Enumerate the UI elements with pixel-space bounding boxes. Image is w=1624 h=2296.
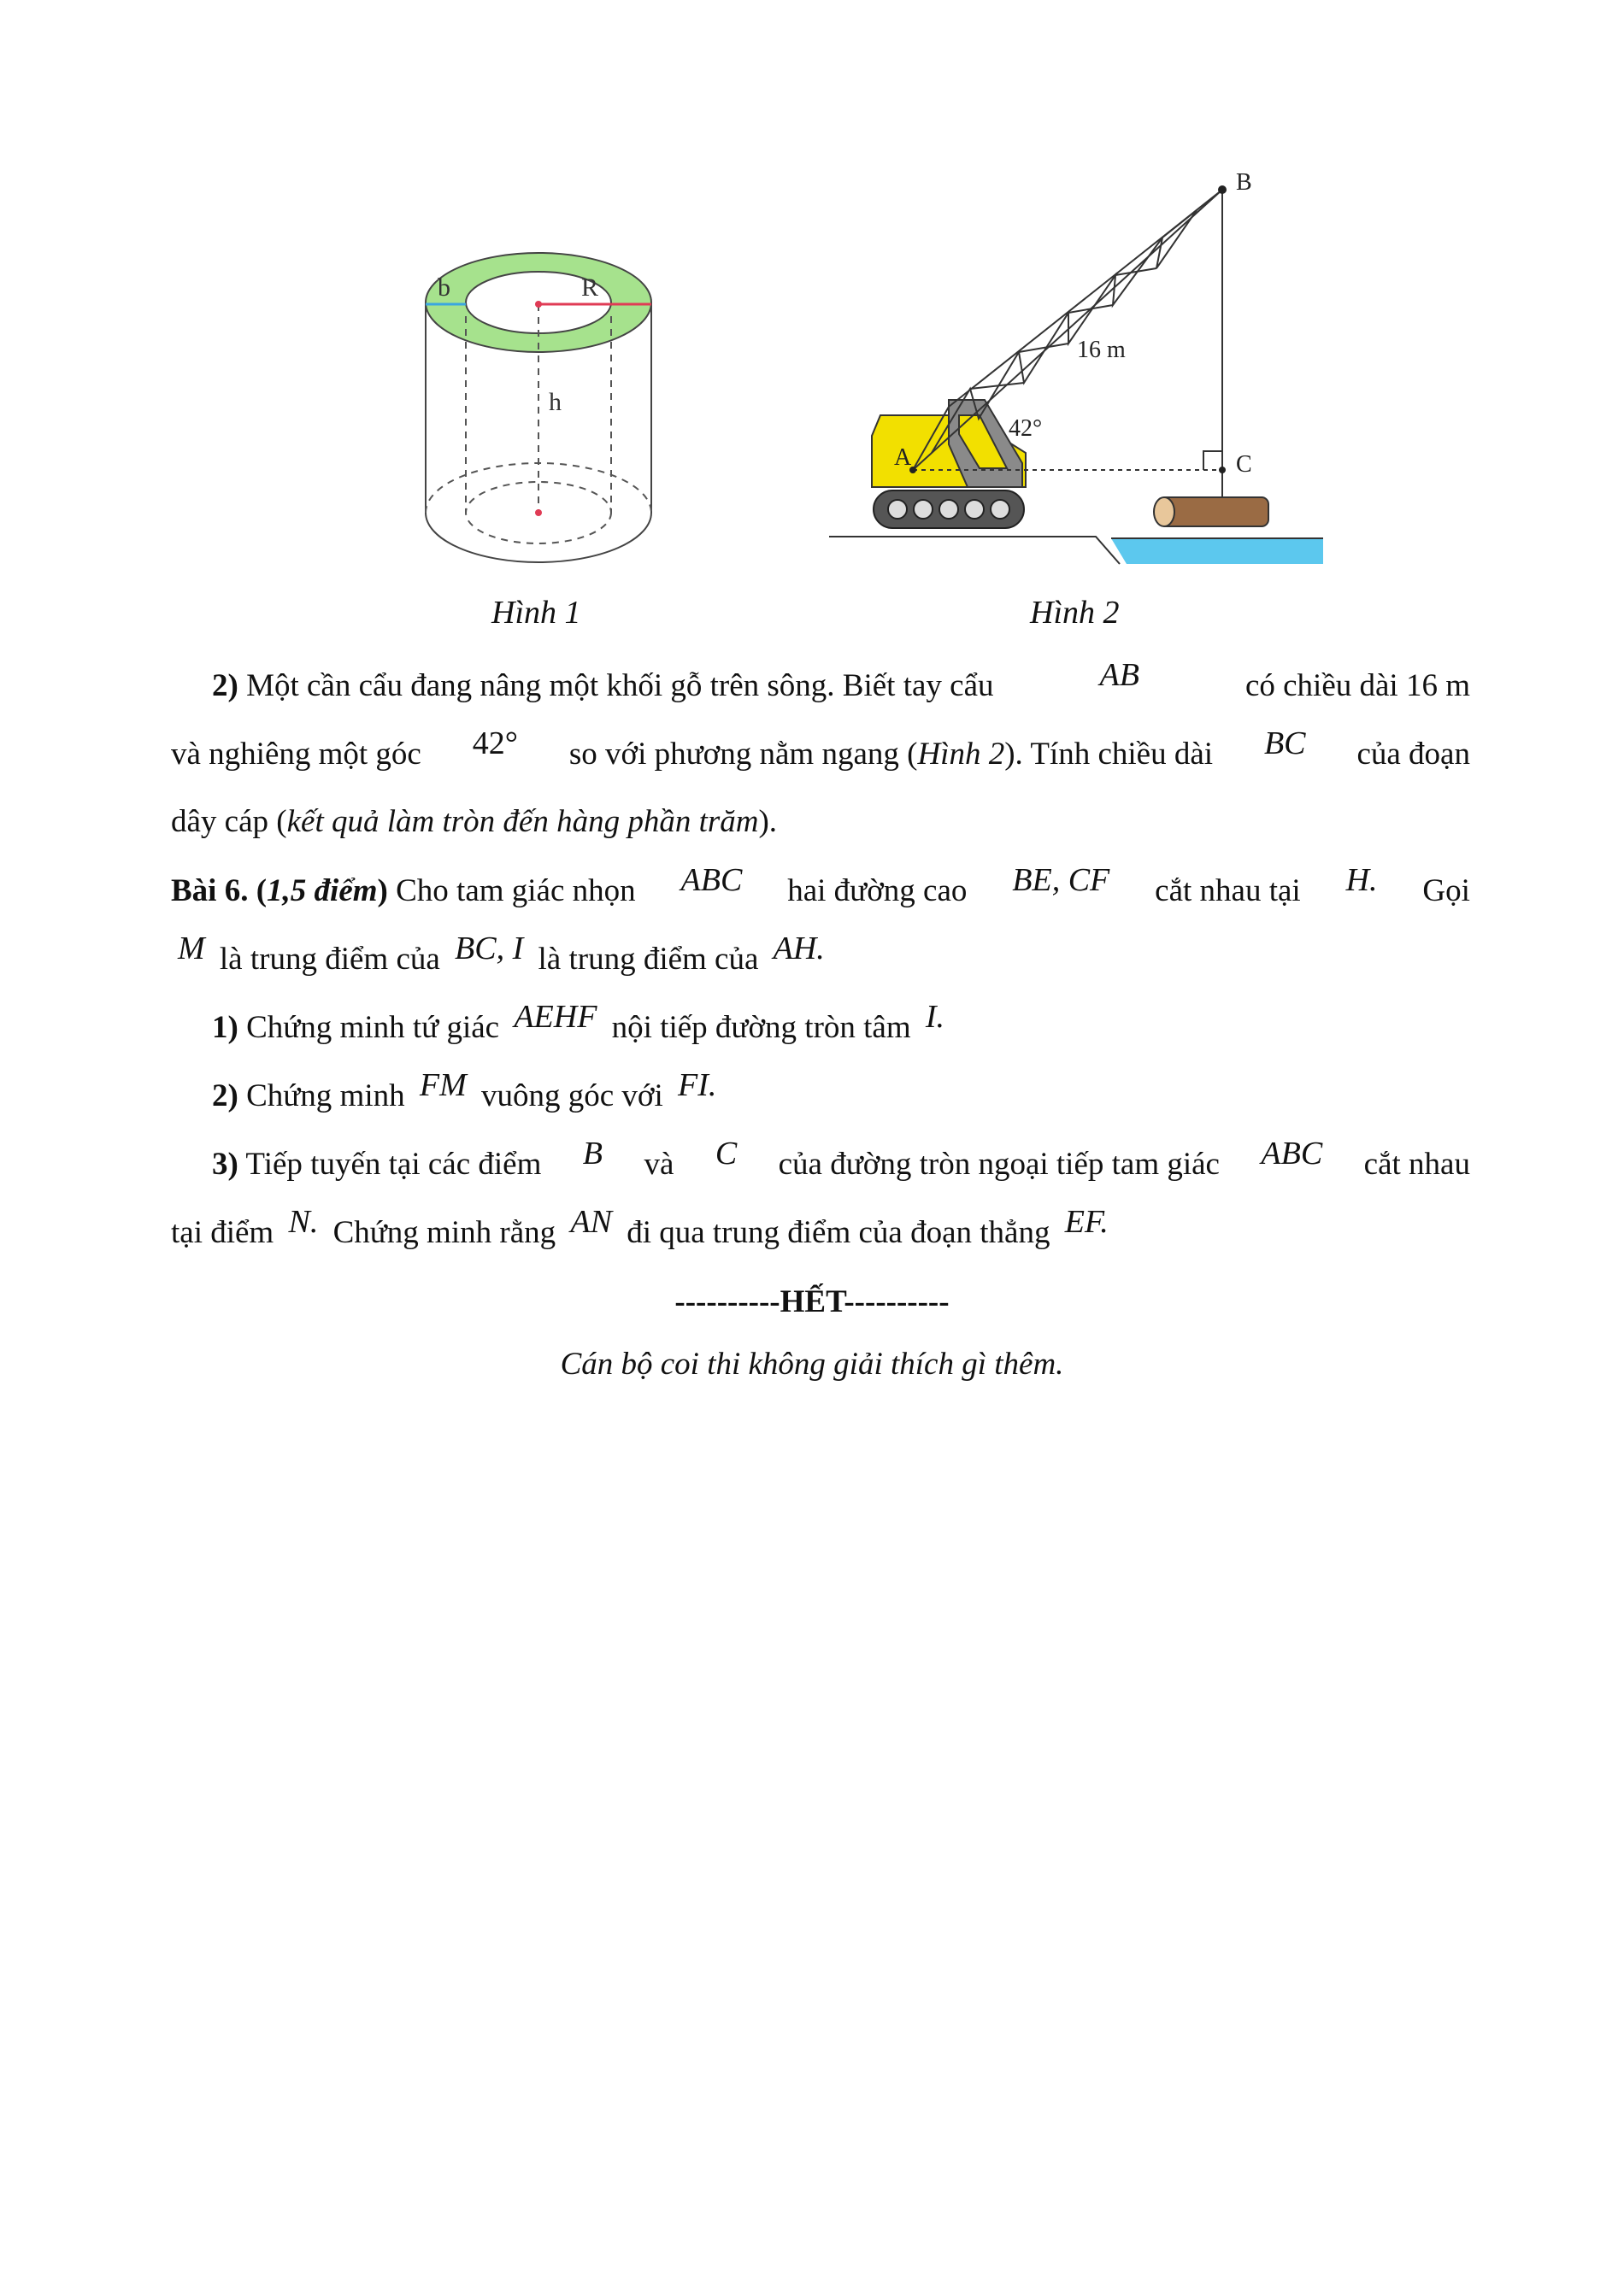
bottom-center-dot bbox=[535, 509, 542, 516]
math-FI: FI. bbox=[678, 1067, 717, 1103]
label-angle: 42° bbox=[1009, 415, 1043, 442]
math-AH: AH. bbox=[773, 931, 825, 966]
top-center-dot bbox=[535, 301, 542, 308]
p6-question-3-line-1: 3) Tiếp tuyến tại các điểm B và C của đường tròn ngoại tiếp tam giác ABC cắt nhau bbox=[171, 1130, 1470, 1198]
figure-crane bbox=[821, 162, 1333, 573]
p5-l1-lead: 2) Một cần cẩu đang nâng một khối gỗ trên sông. Biết tay cẩu bbox=[212, 668, 994, 703]
wheel-5 bbox=[991, 500, 1009, 519]
figure-hollow-cylinder bbox=[402, 231, 675, 590]
math-B: B bbox=[582, 1136, 603, 1171]
crane-boom bbox=[913, 190, 1222, 470]
p5-l1-tail: có chiều dài 16 m bbox=[1244, 668, 1470, 703]
math-M: M bbox=[178, 931, 205, 966]
label-C: C bbox=[1236, 451, 1252, 478]
p5-l2-a: và nghiêng một góc bbox=[171, 737, 421, 772]
math-C: C bbox=[715, 1136, 738, 1171]
math-ABC-2: ABC bbox=[1261, 1136, 1323, 1171]
p6-heading: Bài 6. (1,5 điểm) Cho tam giác nhọn bbox=[171, 873, 636, 908]
label-R: R bbox=[581, 273, 599, 302]
math-FM: FM bbox=[419, 1067, 467, 1103]
math-EF: EF. bbox=[1064, 1204, 1109, 1240]
math-H: H. bbox=[1345, 862, 1378, 898]
caption-hinh-1: Hình 1 bbox=[491, 595, 581, 631]
math-angle-42: 42° bbox=[472, 725, 518, 761]
math-I: I. bbox=[925, 999, 945, 1035]
math-AB: AB bbox=[1099, 657, 1139, 693]
problem-6 bbox=[171, 856, 1470, 1266]
wheel-1 bbox=[888, 500, 907, 519]
p5-l2-c: của đoạn bbox=[1356, 737, 1470, 772]
p6-line-2: M là trung điểm của BC, I là trung điểm của AH. bbox=[178, 931, 825, 977]
label-b: b bbox=[438, 273, 450, 302]
point-B bbox=[1218, 185, 1227, 194]
right-angle-mark bbox=[1203, 451, 1222, 470]
math-BC-I: BC, I bbox=[455, 931, 524, 966]
math-BE-CF: BE, CF bbox=[1012, 862, 1110, 898]
label-h: h bbox=[549, 388, 562, 416]
math-AN: AN bbox=[570, 1204, 612, 1240]
caption-hinh-2: Hình 2 bbox=[1030, 595, 1120, 631]
wheel-2 bbox=[914, 500, 933, 519]
proctor-note: Cán bộ coi thi không giải thích gì thêm. bbox=[560, 1347, 1064, 1382]
end-marker: ----------HẾT---------- bbox=[674, 1284, 950, 1319]
log bbox=[1159, 497, 1268, 526]
p6-line-1: Bài 6. (1,5 điểm) Cho tam giác nhọn ABC hai đường cao BE, CF cắt nhau tại H. Gọi bbox=[171, 856, 1470, 925]
label-A: A bbox=[894, 444, 912, 471]
math-ABC: ABC bbox=[680, 862, 743, 898]
rounding-note: kết quả làm tròn đến hàng phần trăm bbox=[286, 804, 759, 839]
water bbox=[1111, 538, 1323, 564]
wheel-4 bbox=[965, 500, 984, 519]
p6-question-3-line-2: tại điểm N. Chứng minh rằng AN đi qua trung điểm của đoạn thẳng EF. bbox=[171, 1204, 1109, 1250]
math-AEHF: AEHF bbox=[514, 999, 597, 1035]
log-end bbox=[1154, 497, 1174, 526]
p6-question-2: 2) Chứng minh FM vuông góc với FI. bbox=[212, 1067, 717, 1113]
p5-line-2 bbox=[171, 719, 1470, 788]
wheel-3 bbox=[939, 500, 958, 519]
math-BC: BC bbox=[1263, 725, 1306, 761]
label-length: 16 m bbox=[1077, 337, 1126, 363]
p6-question-1: 1) Chứng minh tứ giác AEHF nội tiếp đường tròn tâm I. bbox=[212, 999, 945, 1045]
point-C bbox=[1219, 467, 1226, 473]
ground-line bbox=[829, 537, 1120, 564]
p5-line-3: dây cáp (kết quả làm tròn đến hàng phần trăm). bbox=[171, 804, 778, 839]
cylinder-bottom-front bbox=[426, 513, 651, 562]
math-N: N. bbox=[288, 1204, 319, 1240]
label-B: B bbox=[1236, 169, 1252, 196]
problem-5-part-2 bbox=[171, 651, 1470, 856]
p5-l2-b: so với phương nằm ngang (Hình 2). Tính chiều dài bbox=[568, 737, 1214, 772]
